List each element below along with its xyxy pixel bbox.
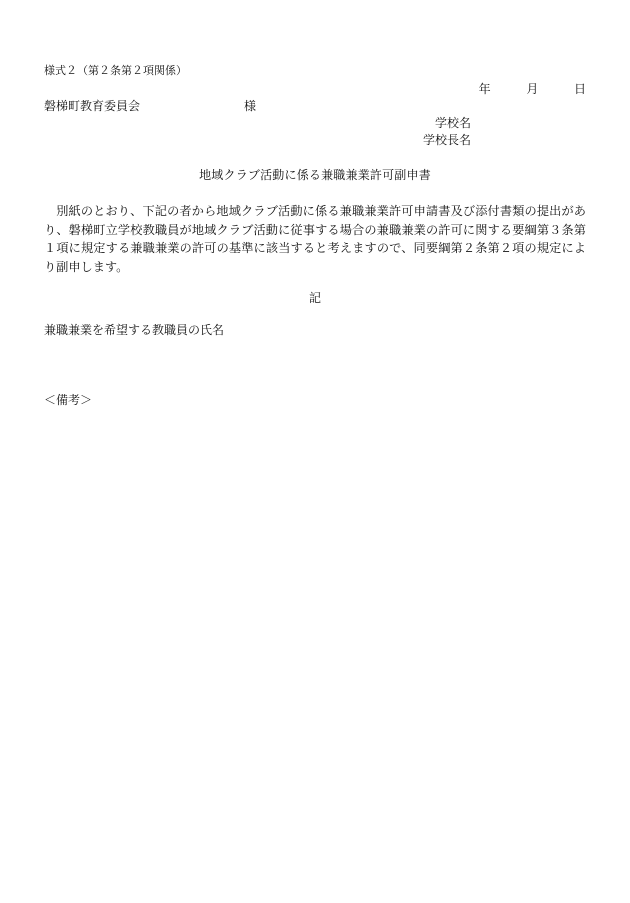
document-title: 地域クラブ活動に係る兼職兼業許可副申書 bbox=[199, 168, 431, 182]
date-year-label: 年 bbox=[478, 82, 491, 96]
school-name-label: 学校名 bbox=[434, 116, 471, 130]
principal-name-label: 学校長名 bbox=[422, 133, 471, 147]
date-line bbox=[479, 81, 586, 97]
date-day-label: 日 bbox=[573, 82, 586, 96]
teacher-name-label: 兼職兼業を希望する教職員の氏名 bbox=[44, 323, 225, 337]
recipient-honorific: 様 bbox=[244, 99, 257, 113]
date-month-label: 月 bbox=[526, 82, 539, 96]
ki-heading: 記 bbox=[308, 291, 321, 305]
body-text bbox=[44, 202, 586, 276]
remarks-heading: ＜備考＞ bbox=[44, 393, 93, 407]
body-paragraph: 別紙のとおり、下記の者から地域クラブ活動に係る兼職兼業許可申請書及び添付書類の提出があり、磐梯町立学校教職員が地域クラブ活動に従事する場合の兼職兼業の許可に関する要綱第３条第１項に規定する兼職兼業の許可の基準に該当すると考えますので、同要綱第２条第２項の規定により副申します。 bbox=[44, 204, 586, 274]
recipient-line bbox=[44, 98, 256, 114]
recipient-board-name: 磐梯町教育委員会 bbox=[44, 99, 141, 113]
form-number: 様式２（第２条第２項関係） bbox=[44, 64, 187, 77]
